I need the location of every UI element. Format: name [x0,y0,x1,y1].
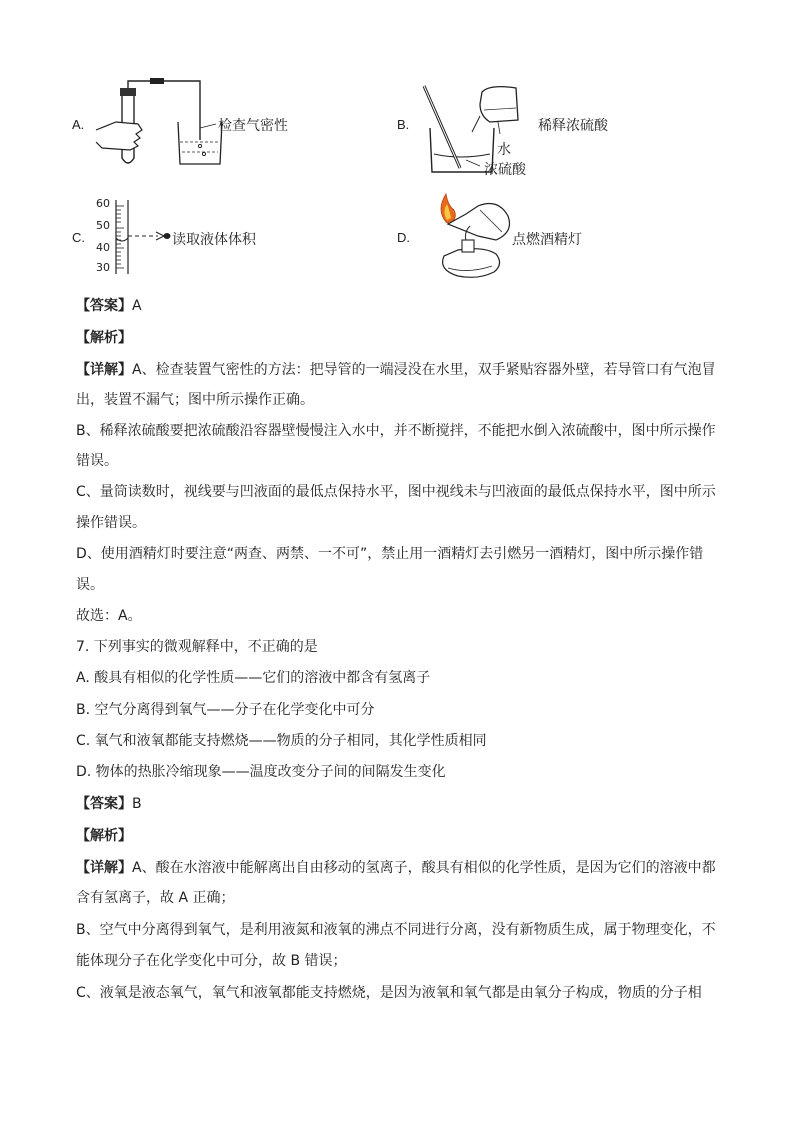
q7-answer-line [76,794,716,814]
q6-analysis-label: 【解析】 [76,330,132,346]
q6-line-8: 故选：A。 [76,608,142,624]
q6-line-2: B、稀释浓硫酸要把浓硫酸沿容器壁慢慢注入水中，并不断搅拌，不能把水倒入浓硫酸中，图中所示操作 [76,423,716,439]
q6-line-4: C、量筒读数时，视线要与凹液面的最低点保持水平，图中视线未与凹液面的最低点保持水平，图中所示 [76,484,716,500]
q7-detail-line [76,858,716,878]
cylinder-tick-60: 60 [96,197,110,210]
q6-answer-label: 【答案】 [76,298,132,314]
q6-line-1: 出，装置不漏气；图中所示操作正确。 [76,392,314,408]
cylinder-tick-40: 40 [96,241,110,254]
option-d-caption: 点燃酒精灯 [512,232,582,248]
q7-line-4: C、液氧是液态氧气，氧气和液氧都能支持燃烧，是因为液氧和氧气都是由氧分子构成，物质的分子相 [76,985,702,1001]
q7-answer-value: B [132,796,142,812]
option-a-caption: 检查气密性 [218,118,288,134]
cylinder-tick-30: 30 [96,261,110,274]
q6-line-7: 误。 [76,577,104,593]
option-b-letter: B. [397,117,410,132]
q7-choice-d: D. 物体的热胀冷缩现象——温度改变分子间的间隔发生变化 [76,764,446,780]
q7-answer-label: 【答案】 [76,796,132,812]
option-c-caption: 读取液体体积 [172,232,256,248]
q6-line-6: D、使用酒精灯时要注意“两查、两禁、一不可”，禁止用一酒精灯去引燃另一酒精灯，图中所示操作错 [76,546,704,562]
q6-detail-label: 【详解】 [76,362,132,378]
option-a-letter: A. [72,117,85,132]
q7-choice-b: B. 空气分离得到氧气——分子在化学变化中可分 [76,702,375,718]
q6-line-5: 操作错误。 [76,515,146,531]
cylinder-tick-50: 50 [96,219,110,232]
airtightness-apparatus-illustration [92,78,222,170]
q7-line-0: A、酸在水溶液中能解离出自由移动的氢离子，酸具有相似的化学性质，是因为它们的溶液中都 [132,860,716,876]
q7-choice-a: A. 酸具有相似的化学性质——它们的溶液中都含有氢离子 [76,670,431,686]
option-c-letter: C. [72,230,85,245]
q7-line-2: B、空气中分离得到氧气，是利用液氮和液氧的沸点不同进行分离，没有新物质生成，属于物理变化，不 [76,922,716,938]
q6-answer-line [76,296,716,316]
alcohol-lamp-illustration [418,192,518,280]
q7-choice-c: C. 氧气和液氧都能支持燃烧——物质的分子相同，其化学性质相同 [76,733,487,749]
q7-line-1: 含有氢离子，故 A 正确； [76,890,235,906]
q6-line-0: A、检查装置气密性的方法：把导管的一端浸没在水里，双手紧贴容器外壁，若导管口有气泡冒 [132,362,716,378]
q7-analysis-label: 【解析】 [76,828,132,844]
option-b-label-water: 水 [497,142,511,158]
option-b-label-acid: 浓硫酸 [484,162,526,178]
q7-line-3: 能体现分子在化学变化中可分，故 B 错误； [76,953,347,969]
q6-line-3: 错误。 [76,453,118,469]
option-b-caption: 稀释浓硫酸 [538,118,608,134]
option-d-letter: D. [397,230,410,245]
q6-detail-line [76,360,716,380]
q7-question: 7. 下列事实的微观解释中，不正确的是 [76,639,318,655]
q7-detail-label: 【详解】 [76,860,132,876]
q6-answer-value: A [132,298,142,314]
